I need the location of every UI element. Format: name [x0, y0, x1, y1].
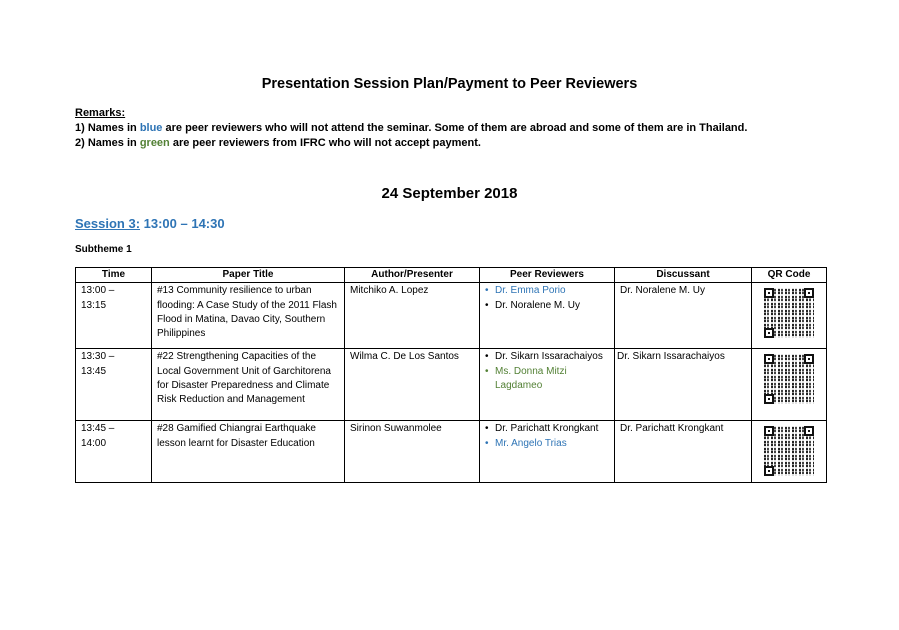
header-author: Author/Presenter: [345, 268, 480, 283]
cell-discussant: Dr. Noralene M. Uy: [615, 283, 752, 349]
time-start: 13:45 –: [81, 423, 115, 435]
subtheme-label: Subtheme 1: [75, 244, 132, 255]
page-title: Presentation Session Plan/Payment to Peer Reviewers: [261, 76, 638, 92]
time-end: 13:45: [81, 365, 107, 377]
cell-qr-code: [752, 283, 827, 349]
time-start: 13:30 –: [81, 351, 115, 363]
session-label: Session 3:: [75, 216, 141, 231]
session-date: 24 September 2018: [381, 185, 518, 202]
session-plan-table: [75, 267, 827, 483]
reviewer-item: • Mr. Angelo Trias: [485, 437, 609, 451]
reviewer-item: • Dr. Noralene M. Uy: [485, 299, 609, 313]
remark-color-word-green: green: [139, 137, 170, 149]
remark-text: 1) Names in: [75, 122, 140, 134]
table-row: [76, 283, 827, 349]
cell-peer-reviewers: [480, 421, 615, 483]
qr-code-icon: [764, 354, 814, 404]
table-row: [76, 349, 827, 421]
time-start: 13:00 –: [81, 285, 115, 297]
reviewer-item: • Ms. Donna Mitzi Lagdameo: [485, 365, 609, 394]
remark-color-word-blue: blue: [139, 122, 163, 134]
cell-peer-reviewers: [480, 349, 615, 421]
cell-author: Sirinon Suwanmolee: [345, 421, 480, 483]
remark-text: are peer reviewers who will not attend the seminar. Some of them are abroad and some of them are in Thailand.: [162, 122, 748, 134]
header-discussant: Discussant: [615, 268, 752, 283]
header-peer-reviewers: Peer Reviewers: [480, 268, 615, 283]
cell-time: [76, 421, 152, 483]
cell-qr-code: [752, 421, 827, 483]
remark-item-2: [75, 136, 747, 151]
header-qr-code: QR Code: [752, 268, 827, 283]
reviewer-item: • Dr. Parichatt Krongkant: [485, 422, 609, 436]
cell-qr-code: [752, 349, 827, 421]
cell-peer-reviewers: [480, 283, 615, 349]
table-header-row: [76, 268, 827, 283]
session-heading: [75, 216, 225, 231]
cell-discussant: Dr. Sikarn Issarachaiyos: [615, 349, 752, 421]
qr-code-icon: [764, 288, 814, 338]
remark-text: are peer reviewers from IFRC who will not accept payment.: [169, 137, 481, 149]
remarks-section: [75, 106, 747, 151]
cell-paper-title: #13 Community resilience to urban flooding: A Case Study of the 2011 Flash Flood in Matina, Davao City, Southern Philippines: [152, 283, 345, 349]
reviewer-item: • Dr. Sikarn Issarachaiyos: [485, 350, 609, 364]
reviewer-item: • Dr. Emma Porio: [485, 284, 609, 298]
cell-time: [76, 349, 152, 421]
cell-time: [76, 283, 152, 349]
cell-author: Wilma C. De Los Santos: [345, 349, 480, 421]
header-paper-title: Paper Title: [152, 268, 345, 283]
table-row: [76, 421, 827, 483]
remarks-heading: Remarks:: [75, 107, 126, 119]
cell-author: Mitchiko A. Lopez: [345, 283, 480, 349]
cell-paper-title: #28 Gamified Chiangrai Earthquake lesson learnt for Disaster Education: [152, 421, 345, 483]
time-end: 13:15: [81, 299, 107, 311]
cell-discussant: Dr. Parichatt Krongkant: [615, 421, 752, 483]
time-end: 14:00: [81, 437, 107, 449]
remark-text: 2) Names in: [75, 137, 140, 149]
header-time: Time: [76, 268, 152, 283]
remark-item-1: [75, 121, 747, 136]
cell-paper-title: #22 Strengthening Capacities of the Local Government Unit of Garchitorena for Disaster Preparedness and Climate Risk Reduction and Management: [152, 349, 345, 421]
qr-code-icon: [764, 426, 814, 476]
session-time: 13:00 – 14:30: [140, 216, 225, 231]
